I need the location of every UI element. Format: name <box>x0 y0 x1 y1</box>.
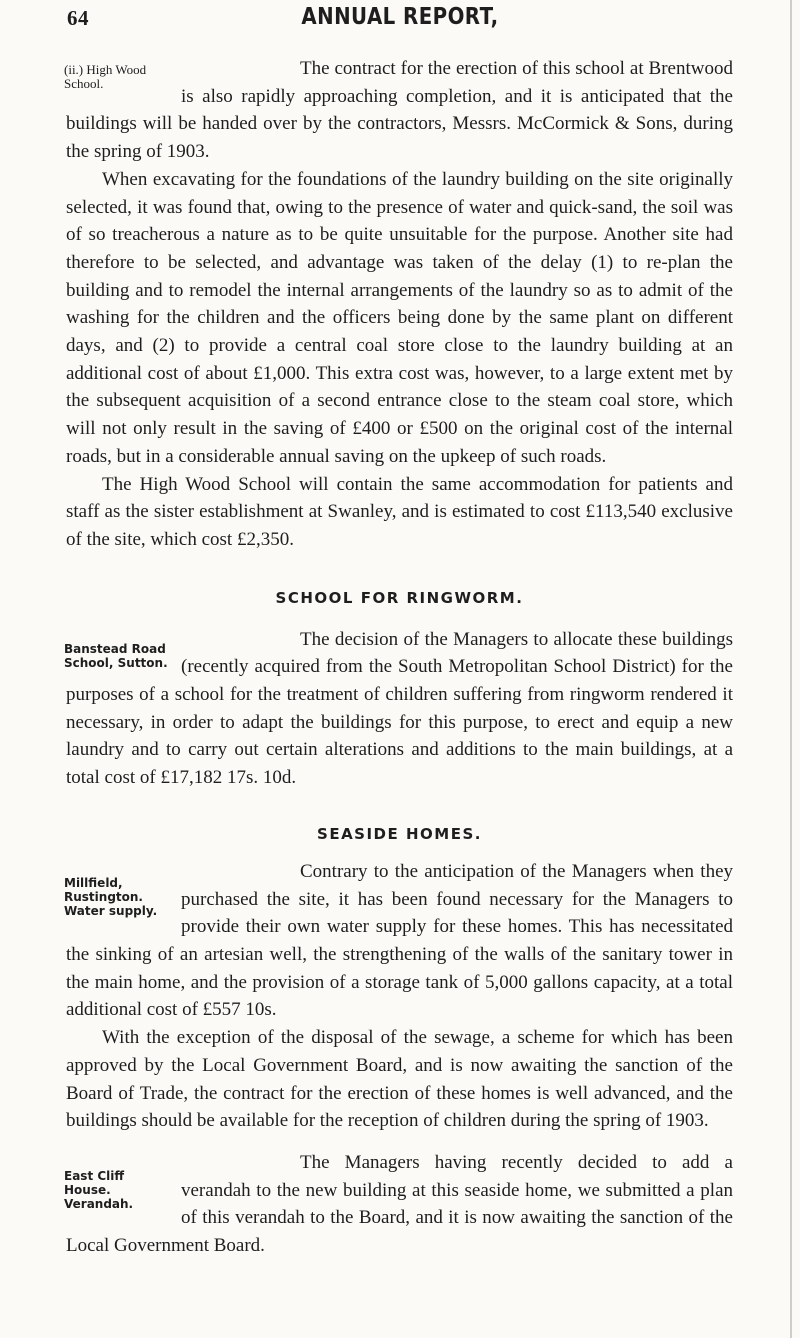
paragraph-text: The decision of the Managers to allocate these buildings (recently acquired from the South Metropolitan School District) for the purposes of a school for the treatment of children suffering from ringworm rendered it necessary, in order to adapt the buildings for this purpose, to erect and equip a new laundry and to carry out certain alterations and additions to the main buildings, at a total cost of £17,182 17s. 10d. <box>66 628 733 789</box>
paragraph-text: The contract for the erection of this school at Brentwood is also rapidly approaching completion, and it is anticipated that the buildings will be handed over by the contractors, Messrs. McCormick & Sons, during the spring of 1903. <box>66 58 733 163</box>
section-heading-ringworm: SCHOOL FOR RINGWORM. <box>275 588 524 607</box>
margin-note-east-cliff: East Cliff House. Verandah. <box>64 1168 134 1211</box>
paragraph-text: The Managers having recently decided to add a verandah to the new building at this seaside home, we submitted a plan of this verandah to the Board, and it is now awaiting the sanction of the Local Government Board. <box>66 1151 733 1257</box>
page-number: 64 <box>67 6 89 30</box>
paragraph-sewage-contract: With the exception of the disposal of the sewage, a scheme for which has been approved by the Local Government Board, and is now awaiting the sanction of the Board of Trade, the contract for the erection of these homes is well advanced, and the buildings should be available for the reception of children during the spring of 1903. <box>66 1027 733 1132</box>
section-heading-seaside-homes: SEASIDE HOMES. <box>317 824 482 843</box>
paragraph-laundry-site: When excavating for the foundations of the laundry building on the site originally selected, it was found that, owing to the presence of water and quick-sand, the soil was of so treacherous a nature as to be quite unsuitable for the purpose. Another site had therefore to be selected, and advantage was taken of the delay (1) to re-plan the building and to remodel the internal arrangements of the laundry so as to admit of the washing for the children and the officers being done by the same plant on different days, and (2) to provide a central coal store close to the laundry building at an additional cost of about £1,000. This extra cost was, however, to a large extent met by the subsequent acquisition of a second entrance close to the steam coal store, which will not only result in the saving of £400 or £500 on the original cost of the internal roads, but in a considerable annual saving on the upkeep of such roads. <box>66 168 733 467</box>
margin-note-high-wood-school: (ii.) High Wood School. <box>64 62 147 91</box>
document-body <box>66 55 733 1260</box>
margin-note-millfield: Millfield, Rustington. Water supply. <box>64 875 158 918</box>
paragraph-text: Contrary to the anticipation of the Managers when they purchased the site, it has been found necessary for the Managers to provide their own water supply for these homes. This has necessitated the sinking of an artesian well, the strengthening of the walls of the sanitary tower in the main home, and the provision of a storage tank of 5,000 gallons capacity, at a total additional cost of £557 10s. <box>66 860 733 1021</box>
paragraph-water-supply <box>66 858 733 1024</box>
paragraph-ringworm-school <box>66 626 733 792</box>
running-head: ANNUAL REPORT, <box>301 4 499 30</box>
paragraph-high-wood-contract <box>66 55 733 166</box>
page-edge-shadow <box>790 0 792 1338</box>
paragraph-verandah <box>66 1149 733 1260</box>
paragraph-high-wood-cost: The High Wood School will contain the same accommodation for patients and staff as the sister establishment at Swanley, and is estimated to cost £113,540 exclusive of the site, which cost £2,350. <box>66 473 733 550</box>
margin-note-banstead-road: Banstead Road School, Sutton. <box>64 641 168 670</box>
